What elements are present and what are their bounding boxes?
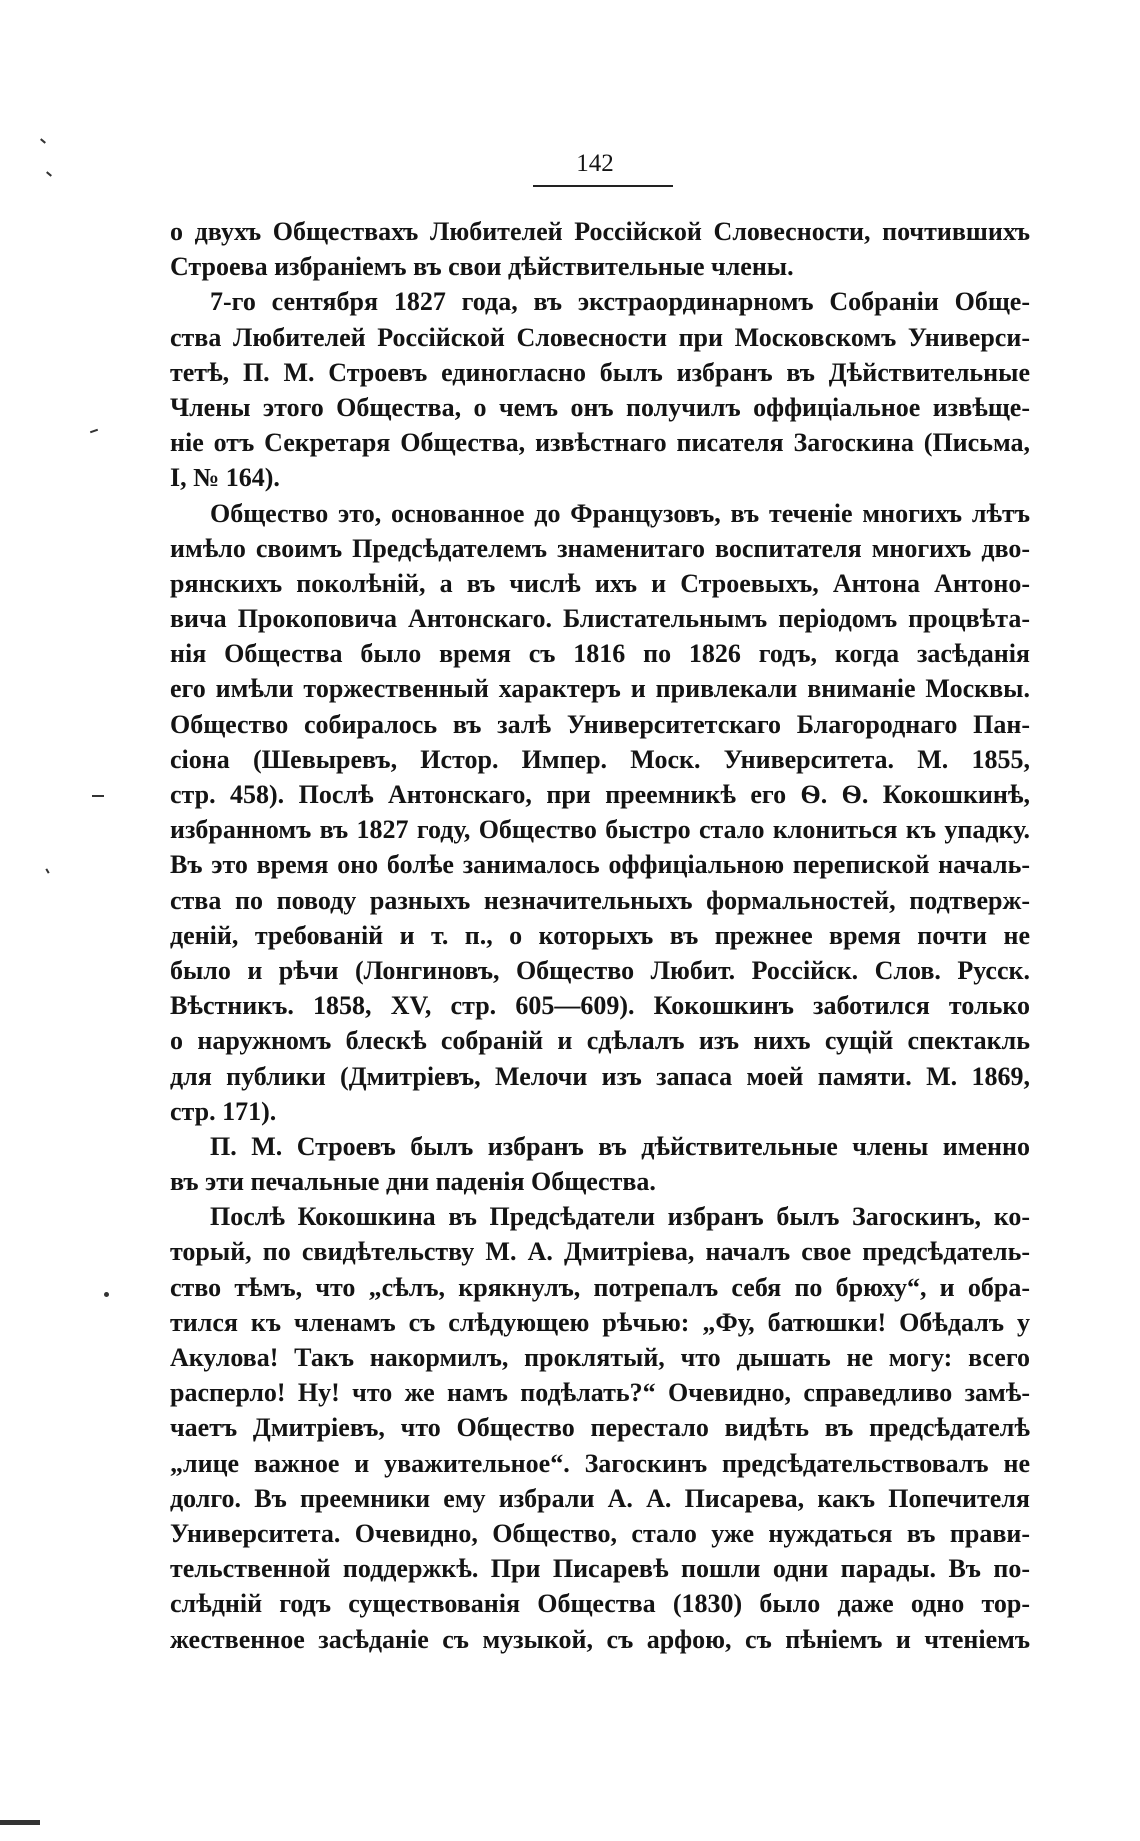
text-line: его имѣли торжественный характеръ и привлекали вниманіе Москвы.	[170, 674, 1030, 704]
page-number: 142	[576, 150, 614, 177]
text-line: было и рѣчи (Лонгиновъ, Общество Любит. Россійск. Слов. Русск.	[170, 955, 1030, 985]
text-line: ства Любителей Россійской Словесности при Московскомъ Универси-	[170, 322, 1030, 352]
text-line: вича Прокоповича Антонскаго. Блистательнымъ періодомъ процвѣта-	[170, 604, 1030, 634]
text-line: долго. Въ преемники ему избрали А. А. Писарева, какъ Попечителя	[170, 1483, 1030, 1513]
text-line: избранномъ въ 1827 году, Общество быстро стало клониться къ упадку.	[170, 815, 1030, 845]
text-line: ства по поводу разныхъ незначительныхъ формальностей, подтверж-	[170, 885, 1030, 915]
page-number-rule	[533, 185, 673, 187]
text-line: тельственной поддержкѣ. При Писаревѣ пошли одни парады. Въ по-	[170, 1554, 1030, 1584]
text-line: въ эти печальные дни паденія Общества.	[170, 1167, 656, 1197]
text-line: Общество собиралось въ залѣ Университетскаго Благороднаго Пан-	[170, 709, 1030, 739]
text-line: расперло! Ну! что же намъ подѣлать?“ Очевидно, справедливо замѣ-	[170, 1378, 1030, 1408]
text-line: для публики (Дмитріевъ, Мелочи изъ запаса моей памяти. М. 1869,	[170, 1061, 1030, 1091]
text-line: П. М. Строевъ былъ избранъ въ дѣйствительные члены именно	[210, 1131, 1030, 1161]
text-line: Университета. Очевидно, Общество, стало уже нуждаться въ прави-	[170, 1518, 1030, 1548]
text-line: о наружномъ блескѣ собраній и сдѣлалъ изъ нихъ сущій спектакль	[170, 1026, 1030, 1056]
text-line: деній, требованій и т. п., о которыхъ въ прежнее время почти не	[170, 920, 1030, 950]
text-line: рянскихъ поколѣній, а въ числѣ ихъ и Строевыхъ, Антона Антоно-	[170, 568, 1030, 598]
text-line: I, № 164).	[170, 463, 280, 493]
text-line: имѣло своимъ Предсѣдателемъ знаменитаго воспитателя многихъ дво-	[170, 533, 1030, 563]
text-line: чаетъ Дмитріевъ, что Общество перестало видѣть въ предсѣдателѣ	[170, 1413, 1030, 1443]
text-line: Общество это, основанное до Французовъ, въ теченіе многихъ лѣтъ	[210, 498, 1030, 528]
text-line: жественное засѣданіе съ музыкой, съ арфою, съ пѣніемъ и чтеніемъ	[170, 1624, 1030, 1654]
text-line: стр. 458). Послѣ Антонскаго, при преемникѣ его Ѳ. Ѳ. Кокошкинѣ,	[170, 780, 1030, 809]
text-line: Въ это время оно болѣе занималось оффиціальною перепиской началь-	[170, 850, 1030, 880]
text-line: Акулова! Такъ накормилъ, проклятый, что дышать не могу: всего	[170, 1343, 1030, 1372]
text-line: 7-го сентября 1827 года, въ экстраординарномъ Собраніи Обще-	[210, 287, 1030, 317]
text-line: „лице важное и уважительное“. Загоскинъ предсѣдательствовалъ не	[170, 1448, 1030, 1478]
text-line: тетѣ, П. М. Строевъ единогласно былъ избранъ въ Дѣйствительные	[170, 357, 1030, 387]
scan-speck	[0, 1820, 40, 1825]
text-line: Вѣстникъ. 1858, XV, стр. 605—609). Кокошкинъ заботился только	[170, 991, 1030, 1021]
scan-speck	[45, 868, 49, 873]
text-line: ство тѣмъ, что „сѣлъ, крякнулъ, потрепалъ себя по брюху“, и обра-	[170, 1272, 1030, 1302]
text-line: нія Общества было время съ 1816 по 1826 годъ, когда засѣданія	[170, 639, 1030, 669]
body-text	[170, 214, 1030, 1657]
text-line: слѣдній годъ существованія Общества (1830) было даже одно тор-	[170, 1589, 1030, 1619]
scan-speck	[40, 138, 46, 143]
text-line: сіона (Шевыревъ, Истор. Импер. Моск. Университета. М. 1855,	[170, 744, 1030, 774]
text-line: тился къ членамъ съ слѣдующею рѣчью: „Фу, батюшки! Обѣдалъ у	[170, 1307, 1030, 1337]
text-line: ніе отъ Секретаря Общества, извѣстнаго писателя Загоскина (Письма,	[170, 428, 1030, 458]
scan-speck	[92, 795, 104, 797]
text-line: Строева избраніемъ въ свои дѣйствительные члены.	[170, 252, 794, 282]
text-line: торый, по свидѣтельству М. А. Дмитріева, началъ свое предсѣдатель-	[170, 1237, 1030, 1267]
scan-speck	[104, 1292, 109, 1297]
text-line: стр. 171).	[170, 1096, 277, 1126]
text-line: Члены этого Общества, о чемъ онъ получилъ оффиціальное извѣще-	[170, 392, 1030, 422]
text-line: о двухъ Обществахъ Любителей Россійской Словесности, почтившихъ	[170, 217, 1030, 246]
scan-speck	[90, 429, 98, 434]
text-line: Послѣ Кокошкина въ Предсѣдатели избранъ былъ Загоскинъ, ко-	[210, 1202, 1030, 1232]
